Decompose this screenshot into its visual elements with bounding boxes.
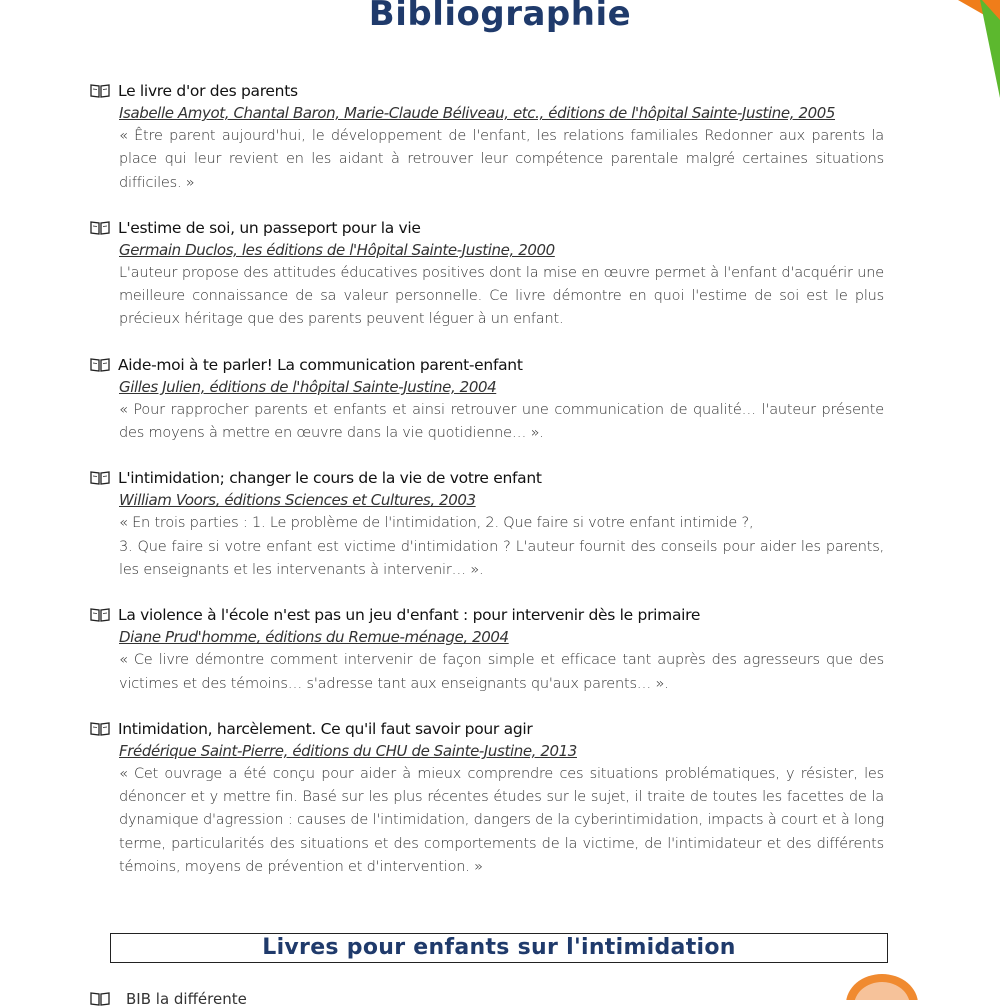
entry-author: William Voors, éditions Sciences et Cultures, 2003 xyxy=(119,491,476,510)
entry-description xyxy=(119,763,884,879)
next-entry xyxy=(90,990,247,1008)
book-icon xyxy=(90,357,110,373)
entry-description-paragraph: « Ce livre démontre comment intervenir de façon simple et efficace tant auprès des agresseurs que des victimes et des témoins… s'adresse tant aux enseignants qu'aux parents… ». xyxy=(119,652,884,692)
entry-title-row xyxy=(90,354,884,376)
book-icon xyxy=(90,220,110,236)
entry-description-paragraph: L'auteur propose des attitudes éducatives positives dont la mise en œuvre permet à l'enfant d'acquérir une meilleure connaissance de sa valeur personnelle. Ce livre démontre en quoi l'estime de soi est le plus précieux héritage que des parents peuvent léguer à un enfant. xyxy=(119,264,884,328)
entry-description xyxy=(119,262,884,332)
bibliography-entry xyxy=(90,217,884,332)
book-icon xyxy=(90,721,110,737)
entry-description-paragraph: 3. Que faire si votre enfant est victime d'intimidation ? L'auteur fournit des conseils pour aider les parents, les enseignants et les intervenants à intervenir… ». xyxy=(119,538,884,578)
next-entry-title: BIB la différente xyxy=(126,990,247,1008)
entry-author: Frédérique Saint-Pierre, éditions du CHU de Sainte-Justine, 2013 xyxy=(119,741,577,760)
bibliography-entry xyxy=(90,604,884,696)
entry-title: Intimidation, harcèlement. Ce qu'il faut savoir pour agir xyxy=(118,719,533,738)
page-title: Bibliographie xyxy=(368,0,632,34)
entry-description-paragraph: « Être parent aujourd'hui, le développement de l'enfant, les relations familiales Redonner aux parents la place qui leur revient en les aidant à retrouver leur compétence parentale malgré certaines situations difficiles. » xyxy=(119,128,884,191)
bibliography-list xyxy=(90,80,884,901)
entry-description xyxy=(119,512,884,582)
entry-title-row xyxy=(90,467,884,489)
entry-title: L'intimidation; changer le cours de la vie de votre enfant xyxy=(118,469,542,488)
entry-description-paragraph: « Pour rapprocher parents et enfants et ainsi retrouver une communication de qualité… l'auteur présente des moyens à mettre en œuvre dans la vie quotidienne… ». xyxy=(119,401,884,442)
bibliography-entry xyxy=(90,354,884,446)
entry-description-paragraph: « Cet ouvrage a été conçu pour aider à mieux comprendre ces situations problématiques, y résister, les dénoncer et y mettre fin. Basé sur les plus récentes études sur le sujet, il traite de toutes les facettes de la dynamique d'agression : causes de l'intimidation, dangers de la cyberintimidation, impacts à court et à long terme, particularités des situations et des comportements de la victime, de l'intimidateur et des différents témoins, moyens de prévention et d'intervention. » xyxy=(119,765,884,876)
entry-description xyxy=(119,125,884,195)
entry-author: Diane Prud'homme, éditions du Remue-ménage, 2004 xyxy=(119,628,509,647)
entry-author: Isabelle Amyot, Chantal Baron, Marie-Claude Béliveau, etc., éditions de l'hôpital Sainte-Justine, 2005 xyxy=(119,104,836,122)
entry-title: La violence à l'école n'est pas un jeu d'enfant : pour intervenir dès le primaire xyxy=(118,606,701,625)
bibliography-entry xyxy=(90,718,884,879)
section-title: Livres pour enfants sur l'intimidation xyxy=(262,935,736,960)
entry-author: Germain Duclos, les éditions de l'Hôpital Sainte-Justine, 2000 xyxy=(119,240,555,259)
entry-title-row xyxy=(90,604,884,626)
section-header-box xyxy=(110,933,888,963)
entry-description xyxy=(119,399,884,446)
book-icon xyxy=(90,470,110,486)
book-icon xyxy=(90,83,110,99)
entry-author: Gilles Julien, éditions de l'hôpital Sainte-Justine, 2004 xyxy=(119,377,497,396)
entry-description xyxy=(119,649,884,696)
bibliography-entry xyxy=(90,80,884,195)
child-illustration xyxy=(842,972,922,1000)
entry-title-row xyxy=(90,217,884,239)
entry-title: Le livre d'or des parents xyxy=(118,82,298,100)
book-icon xyxy=(90,607,110,623)
entry-title-row xyxy=(90,718,884,740)
bibliography-entry xyxy=(90,467,884,582)
entry-title: Aide-moi à te parler! La communication parent-enfant xyxy=(118,355,523,374)
book-icon xyxy=(90,991,110,1007)
entry-title-row xyxy=(90,80,884,102)
entry-title: L'estime de soi, un passeport pour la vie xyxy=(118,218,421,237)
entry-description-paragraph: « En trois parties : 1. Le problème de l'intimidation, 2. Que faire si votre enfant intimide ?, xyxy=(119,515,754,532)
